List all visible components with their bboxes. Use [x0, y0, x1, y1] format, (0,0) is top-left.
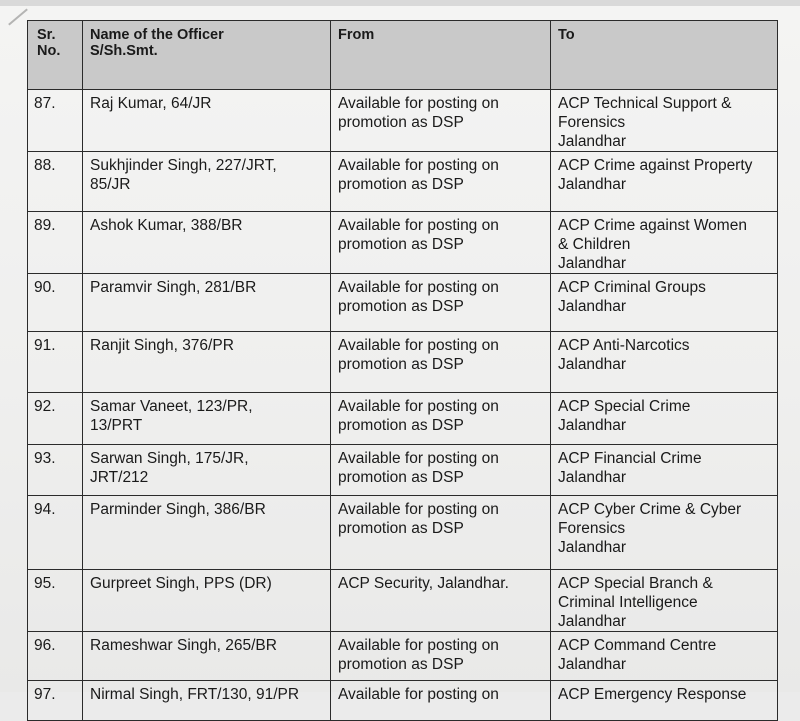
cell-to: ACP Special Branch & Criminal Intelligence Jalandhar	[551, 570, 778, 632]
cell-officer-name: Sukhjinder Singh, 227/JRT, 85/JR	[83, 152, 331, 212]
cell-officer-name: Sarwan Singh, 175/JR, JRT/212	[83, 445, 331, 496]
cell-from: Available for posting on promotion as DSP	[331, 445, 551, 496]
cell-from: Available for posting on promotion as DSP	[331, 332, 551, 393]
table-row	[28, 445, 778, 496]
cell-to: ACP Crime against Women & Children Jalandhar	[551, 212, 778, 274]
header-to: To	[551, 21, 778, 90]
cell-sr-no: 92.	[28, 393, 83, 445]
pen-mark	[8, 9, 28, 26]
cell-sr-no: 93.	[28, 445, 83, 496]
cell-from: ACP Security, Jalandhar.	[331, 570, 551, 632]
cell-sr-no: 89.	[28, 212, 83, 274]
posting-table	[27, 20, 778, 721]
table-row	[28, 681, 778, 721]
table-row	[28, 570, 778, 632]
cell-to: ACP Financial Crime Jalandhar	[551, 445, 778, 496]
cell-to: ACP Command Centre Jalandhar	[551, 632, 778, 681]
cell-from: Available for posting on	[331, 681, 551, 721]
cell-officer-name: Nirmal Singh, FRT/130, 91/PR	[83, 681, 331, 721]
cell-sr-no: 90.	[28, 274, 83, 332]
cell-sr-no: 96.	[28, 632, 83, 681]
header-officer-name: Name of the Officer S/Sh.Smt.	[83, 21, 331, 90]
cell-to: ACP Technical Support & Forensics Jalandhar	[551, 90, 778, 152]
table-row	[28, 90, 778, 152]
table-header-row	[28, 21, 778, 90]
cell-to: ACP Special Crime Jalandhar	[551, 393, 778, 445]
cell-officer-name: Ranjit Singh, 376/PR	[83, 332, 331, 393]
cell-sr-no: 88.	[28, 152, 83, 212]
cell-from: Available for posting on promotion as DSP	[331, 632, 551, 681]
cell-to: ACP Anti-Narcotics Jalandhar	[551, 332, 778, 393]
cell-from: Available for posting on promotion as DSP	[331, 152, 551, 212]
table-row	[28, 212, 778, 274]
cell-officer-name: Gurpreet Singh, PPS (DR)	[83, 570, 331, 632]
header-from: From	[331, 21, 551, 90]
cell-from: Available for posting on promotion as DSP	[331, 274, 551, 332]
cell-sr-no: 91.	[28, 332, 83, 393]
cell-officer-name: Ashok Kumar, 388/BR	[83, 212, 331, 274]
table-row	[28, 632, 778, 681]
cell-sr-no: 95.	[28, 570, 83, 632]
cell-officer-name: Paramvir Singh, 281/BR	[83, 274, 331, 332]
cell-officer-name: Raj Kumar, 64/JR	[83, 90, 331, 152]
cell-to: ACP Cyber Crime & Cyber Forensics Jalandhar	[551, 496, 778, 570]
cell-from: Available for posting on promotion as DSP	[331, 90, 551, 152]
cell-officer-name: Rameshwar Singh, 265/BR	[83, 632, 331, 681]
cell-to: ACP Crime against Property Jalandhar	[551, 152, 778, 212]
table-row	[28, 332, 778, 393]
table-row	[28, 274, 778, 332]
cell-from: Available for posting on promotion as DSP	[331, 212, 551, 274]
cell-from: Available for posting on promotion as DSP	[331, 393, 551, 445]
cell-officer-name: Parminder Singh, 386/BR	[83, 496, 331, 570]
cell-sr-no: 87.	[28, 90, 83, 152]
cell-sr-no: 97.	[28, 681, 83, 721]
cell-officer-name: Samar Vaneet, 123/PR, 13/PRT	[83, 393, 331, 445]
header-sr-no: Sr. No.	[28, 21, 83, 90]
table-row	[28, 496, 778, 570]
cell-to: ACP Emergency Response	[551, 681, 778, 721]
cell-sr-no: 94.	[28, 496, 83, 570]
cell-to: ACP Criminal Groups Jalandhar	[551, 274, 778, 332]
cell-from: Available for posting on promotion as DSP	[331, 496, 551, 570]
table-row	[28, 393, 778, 445]
table-row	[28, 152, 778, 212]
